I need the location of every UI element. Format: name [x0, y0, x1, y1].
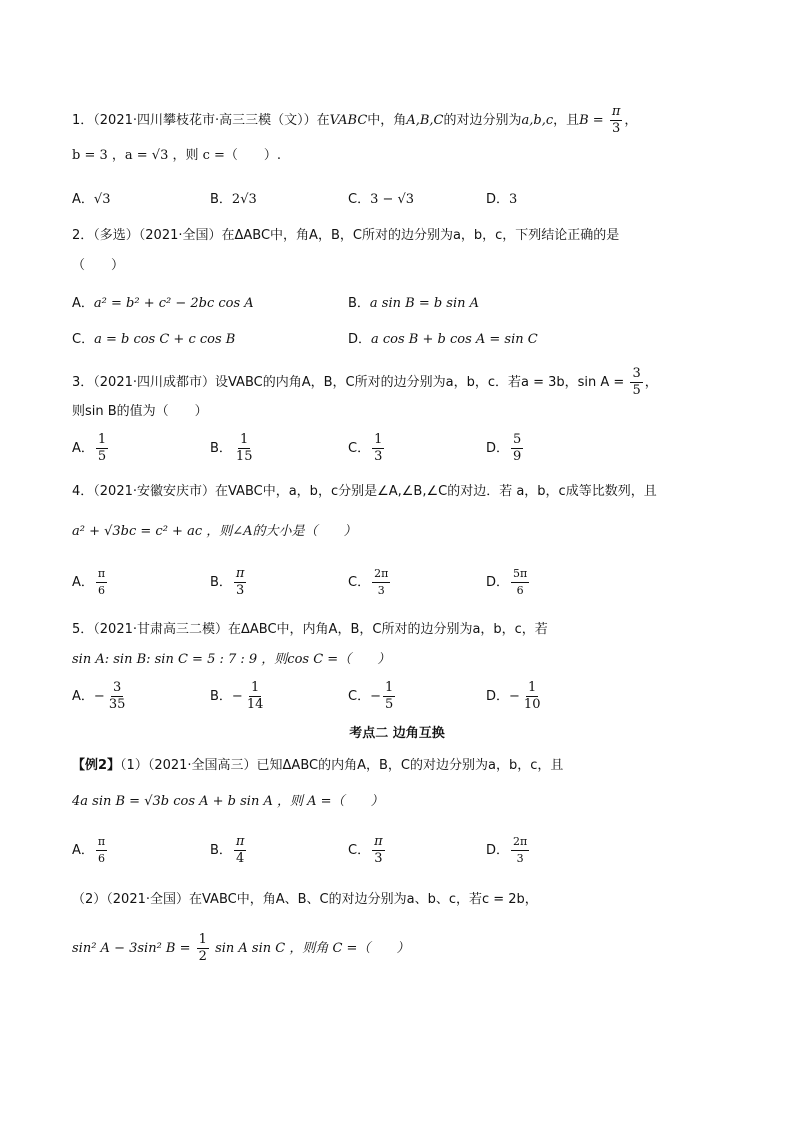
- q3-option-b: B． $\frac{1}{15}$: [210, 432, 253, 464]
- q5-option-c: C．− $\frac{1}{5}$: [348, 680, 394, 712]
- q2-line2: （ ）: [72, 258, 125, 273]
- example-option-c: C． $\frac{\pi}{3}$: [348, 834, 383, 866]
- q3-line1: 3．（2021·四川成都市）设VABC的内角A，B，C所对的边分别为a，b，c．若a = 3b，sin A = $\frac{3}{5}$ ，: [72, 366, 658, 398]
- q4-option-d: D． $\frac{5\pi}{6}$: [486, 567, 528, 597]
- q5-option-d: D．− $\frac{1}{10}$: [486, 680, 541, 712]
- q5-option-a: A．− $\frac{3}{35}$: [72, 680, 126, 712]
- q4-line1: 4．（2021·安徽安庆市）在VABC中，a，b，c分别是∠A,∠B,∠C的对边．若 a，b，c成等比数列，且: [72, 484, 657, 499]
- q1-source: （2021·四川攀枝花市·高三三模（文））: [93, 113, 317, 128]
- example-part2-line1: （2）（2021·全国）在VABC中，角A、B、C的对边分别为a、b、c，若c = 2b，: [72, 892, 538, 907]
- example-option-a: A． $\frac{\pi}{6}$: [72, 835, 106, 865]
- q3-option-a: A． $\frac{1}{5}$: [72, 432, 107, 464]
- q1-line1: 1．（2021·四川攀枝花市·高三三模（文））在VABC中，角A,B,C的对边分别为a,b,c，且B = $\frac{\pi}{3}$ ，: [72, 104, 638, 136]
- q2-option-c: C．a = b cos C + c cos B: [72, 332, 236, 347]
- q1-option-d: D．3: [486, 192, 518, 207]
- q4-option-b: B． $\frac{\pi}{3}$: [210, 566, 245, 598]
- q3-fraction: $\frac{3}{5}$: [632, 366, 641, 398]
- q1-fraction: $\frac{\pi}{3}$: [611, 104, 621, 136]
- q5-line1: 5．（2021·甘肃高三二模）在ΔABC中，内角A，B，C所对的边分别为a，b，c，若: [72, 622, 548, 637]
- q2-option-b: B．a sin B = b sin A: [348, 296, 480, 311]
- q4-line2: a² + √3bc = c² + ac ，则∠A的大小是（ ）: [72, 524, 357, 539]
- q3-line2: 则sin B的值为（ ）: [72, 404, 208, 419]
- q2-option-a: A．a² = b² + c² − 2bc cos A: [72, 296, 254, 311]
- q1-option-a: A．√3: [72, 192, 111, 207]
- section-heading: 考点二 边角互换: [349, 726, 445, 741]
- example-tag: 【例2】: [72, 758, 121, 773]
- q1-option-b: B．2√3: [210, 192, 257, 207]
- example-option-b: B． $\frac{\pi}{4}$: [210, 834, 245, 866]
- example-part2-line2: sin² A − 3sin² B = $\frac{1}{2}$ sin A sin C ，则角 C =（ ）: [72, 932, 410, 964]
- q5-line2: sin A: sin B: sin C = 5 : 7 : 9 ，则cos C =（ ）: [72, 652, 391, 667]
- q1-line2: b = 3 ，a = √3 ，则 c =（ ）.: [72, 148, 282, 163]
- q2-line1: 2．（多选）（2021·全国）在ΔABC中，角A，B，C所对的边分别为a，b，c，下列结论正确的是: [72, 228, 620, 243]
- q3-option-d: D． $\frac{5}{9}$: [486, 432, 522, 464]
- q2-option-d: D．a cos B + b cos A = sin C: [348, 332, 538, 347]
- example-option-d: D． $\frac{2\pi}{3}$: [486, 835, 528, 865]
- example-part2-fraction: $\frac{1}{2}$: [198, 932, 207, 964]
- q1-option-c: C．3 − √3: [348, 192, 415, 207]
- q3-option-c: C． $\frac{1}{3}$: [348, 432, 383, 464]
- example-part1-line2: 4a sin B = √3b cos A + b sin A ，则 A =（ ）: [72, 794, 384, 809]
- q4-option-c: C． $\frac{2\pi}{3}$: [348, 567, 389, 597]
- q4-option-a: A． $\frac{\pi}{6}$: [72, 567, 106, 597]
- q5-option-b: B．− $\frac{1}{14}$: [210, 680, 264, 712]
- example-part1-line1: 【例2】（1）（2021·全国高三）已知ΔABC的内角A，B，C的对边分别为a，b，c，且: [72, 758, 564, 773]
- q1-number: 1．: [72, 113, 94, 128]
